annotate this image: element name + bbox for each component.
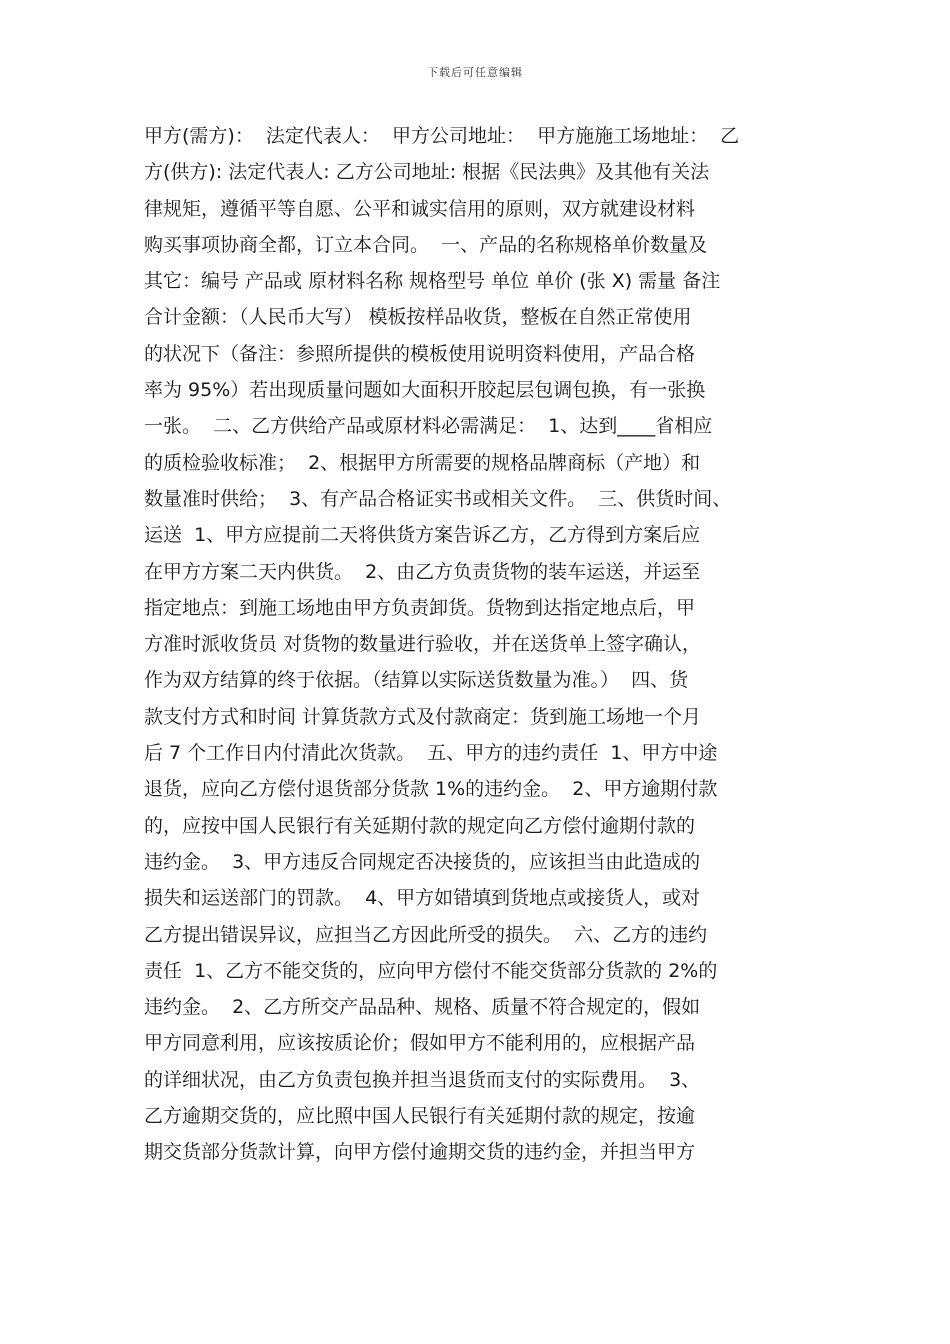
text-line: 期交货部分货款计算，向甲方偿付逾期交货的违约金，并担当甲方 <box>144 1141 696 1164</box>
text-line: 合计金额：（人民币大写） 模板按样品收货，整板在自然正常使用 <box>144 306 692 329</box>
text-line: 乙方提出错误异议，应担当乙方因此所受的损失。 六、乙方的违约 <box>144 923 708 946</box>
text-line: 作为双方结算的终于依据。（结算以实际送货数量为准。） 四、货 <box>144 669 689 692</box>
text-line: 方准时派收货员 对货物的数量进行验收，并在送货单上签字确认， <box>144 633 702 656</box>
text-line: 一张。 二、乙方供给产品或原材料必需满足： 1、达到____省相应 <box>144 415 713 438</box>
text-line: 损失和运送部门的罚款。 4、甲方如错填到货地点或接货人，或对 <box>144 887 701 910</box>
text-line: 数量准时供给； 3、有产品合格证实书或相关文件。 三、供货时间、 <box>144 487 732 510</box>
document-body <box>144 118 806 1171</box>
text-line: 律规矩，遵循平等自愿、公平和诚实信用的原则，双方就建设材料 <box>144 197 696 220</box>
text-line: 指定地点：到施工场地由甲方负责卸货。货物到达指定地点后，甲 <box>144 596 696 619</box>
text-line: 的质检验收标准； 2、根据甲方所需要的规格品牌商标（产地）和 <box>144 451 701 474</box>
text-line: 率为 95%）若出现质量问题如大面积开胶起层包调包换，有一张换 <box>144 379 706 402</box>
text-line: 甲方同意利用，应该按质论价；假如甲方不能利用的，应根据产品 <box>144 1032 696 1055</box>
text-line: 违约金。 2、乙方所交产品品种、规格、质量不符合规定的，假如 <box>144 996 701 1019</box>
text-line: 责任 1、乙方不能交货的，应向甲方偿付不能交货部分货款的 2%的 <box>144 959 718 982</box>
text-line: 甲方(需方)： 法定代表人： 甲方公司地址： 甲方施施工场地址： 乙 <box>144 125 740 147</box>
text-line: 退货，应向乙方偿付退货部分货款 1%的违约金。 2、甲方逾期付款 <box>144 778 718 801</box>
page-header: 下载后可任意编辑 <box>427 66 523 79</box>
text-line: 其它：编号 产品或 原材料名称 规格型号 单位 单价 (张 X) 需量 备注 <box>144 270 721 293</box>
text-line: 款支付方式和时间 计算货款方式及付款商定：货到施工场地一个月 <box>144 705 702 728</box>
text-line: 乙方逾期交货的，应比照中国人民银行有关延期付款的规定，按逾 <box>144 1105 696 1128</box>
text-line: 的详细状况，由乙方负责包换并担当退货而支付的实际费用。 3、 <box>144 1068 701 1091</box>
text-line: 后 7 个工作日内付清此次货款。 五、甲方的违约责任 1、甲方中途 <box>144 742 718 765</box>
text-line: 的，应按中国人民银行有关延期付款的规定向乙方偿付逾期付款的 <box>144 814 696 837</box>
text-line: 的状况下（备注：参照所提供的模板使用说明资料使用，产品合格 <box>144 342 696 365</box>
text-line: 购买事项协商全都，订立本合同。 一、产品的名称规格单价数量及 <box>144 233 708 256</box>
text-line: 违约金。 3、甲方违反合同规定否决接货的，应该担当由此造成的 <box>144 850 701 873</box>
text-line: 方(供方): 法定代表人: 乙方公司地址: 根据《民法典》及其他有关法 <box>144 161 710 184</box>
text-line: 在甲方方案二天内供货。 2、由乙方负责货物的装车运送，并运至 <box>144 560 701 583</box>
text-line: 运送 1、甲方应提前二天将供货方案告诉乙方，乙方得到方案后应 <box>144 524 701 547</box>
